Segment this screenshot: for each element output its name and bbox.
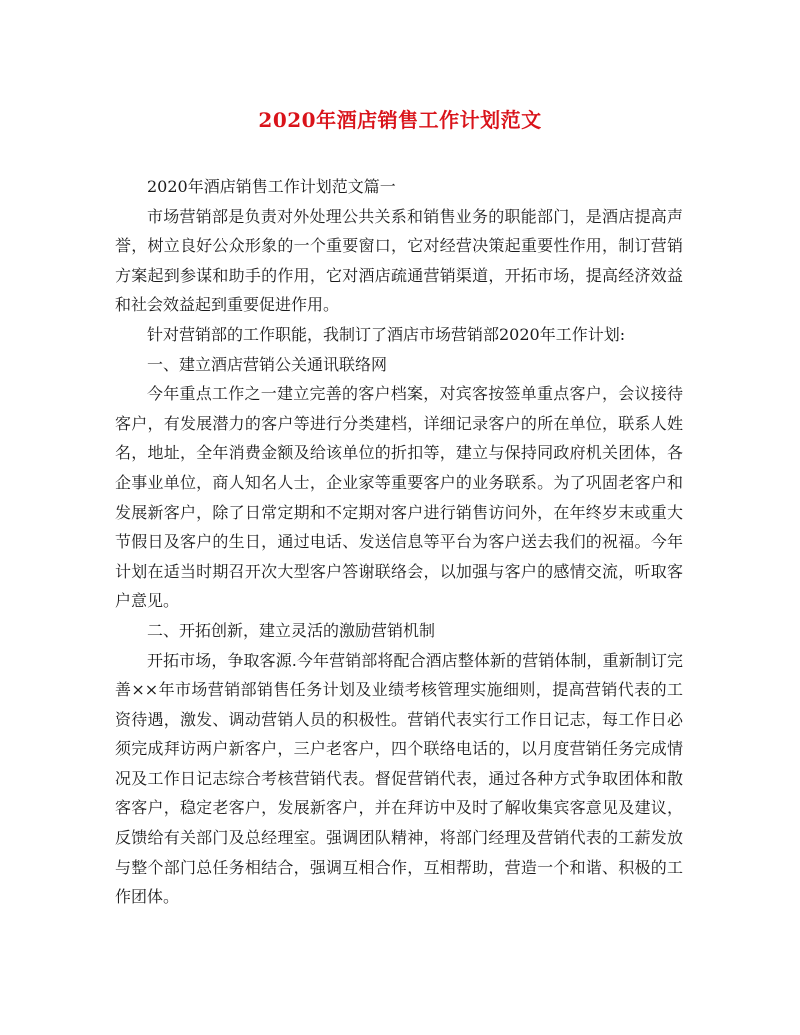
section-heading: 2020年酒店销售工作计划范文篇一 [147,177,396,196]
section-heading: 二、开拓创新，建立灵活的激励营销机制 [147,620,436,640]
document-title: 2020年酒店销售工作计划范文 [258,108,542,132]
paragraph: 市场营销部是负责对外处理公共关系和销售业务的职能部门，是酒店提高声誉，树立良好公众形象的一个重要窗口，它对经营决策起重要性作用，制订营销方案起到参谋和助手的作用，它对酒店疏通营销渠道，开拓市场，提高经济效益和社会效益起到重要促进作用。 [115,206,683,315]
section-heading: 一、建立酒店营销公关通讯联络网 [147,354,388,374]
document-body [115,172,683,912]
paragraph: 开拓市场，争取客源.今年营销部将配合酒店整体新的营销体制，重新制订完善××年市场营销部销售任务计划及业绩考核管理实施细则，提高营销代表的工资待遇，激发、调动营销人员的积极性。营销代表实行工作日记志，每工作日必须完成拜访两户新客户，三户老客户，四个联络电话的，以月度营销任务完成情况及工作日记志综合考核营销代表。督促营销代表，通过各种方式争取团体和散客客户，稳定老客户，发展新客户，并在拜访中及时了解收集宾客意见及建议，反馈给有关部门及总经理室。强调团队精神，将部门经理及营销代表的工薪发放与整个部门总任务相结合，强调互相合作，互相帮助，营造一个和谐、积极的工作团体。 [115,650,683,907]
paragraph: 今年重点工作之一建立完善的客户档案，对宾客按签单重点客户，会议接待客户，有发展潜力的客户等进行分类建档，详细记录客户的所在单位，联系人姓名，地址，全年消费金额及给该单位的折扣等，建立与保持同政府机关团体，各企事业单位，商人知名人士，企业家等重要客户的业务联系。为了巩固老客户和发展新客户，除了日常定期和不定期对客户进行销售访问外，在年终岁末或重大节假日及客户的生日，通过电话、发送信息等平台为客户送去我们的祝福。今年计划在适当时期召开次大型客户答谢联络会，以加强与客户的感情交流，听取客户意见。 [115,384,683,611]
paragraph: 针对营销部的工作职能，我制订了酒店市场营销部2020年工作计划: [147,324,626,344]
